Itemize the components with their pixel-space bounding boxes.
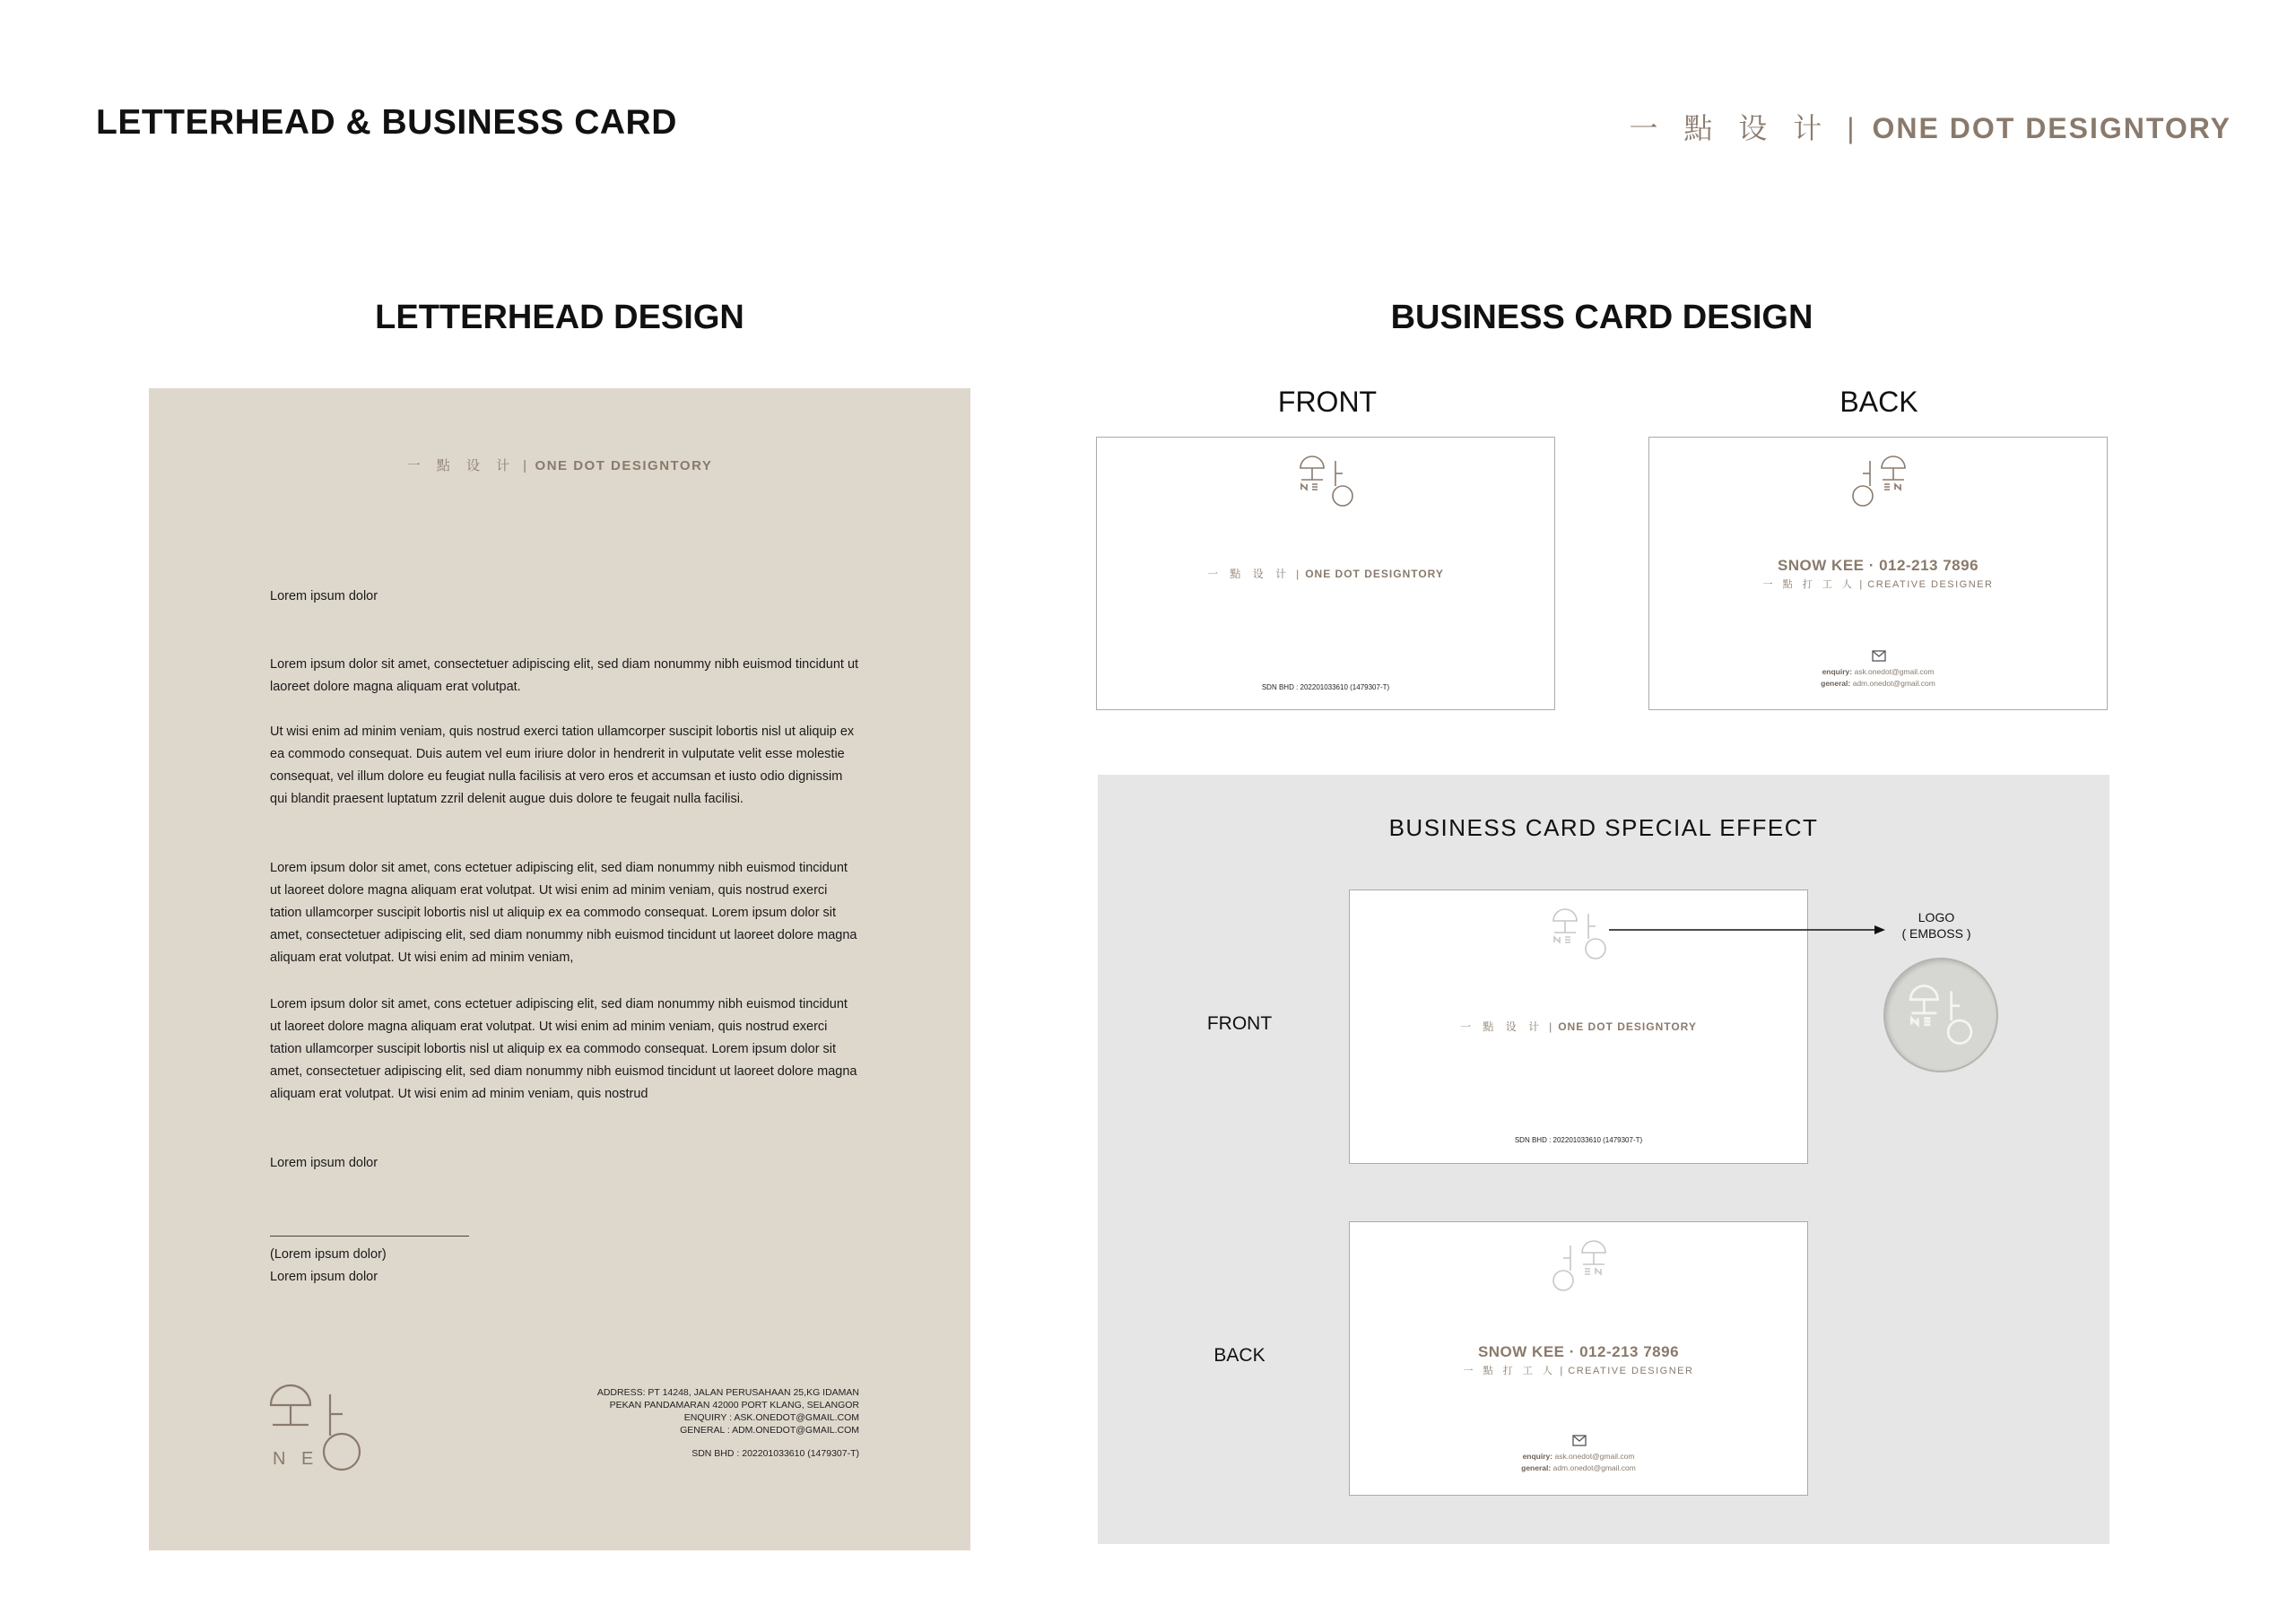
card-brand-en: ONE DOT DESIGNTORY (1305, 568, 1444, 580)
letterhead-sheet (149, 388, 970, 1550)
card-brand-separator: | (1549, 1020, 1553, 1033)
card-brand-cn: 一 點 设 计 (1207, 568, 1292, 580)
letterhead-closing: Lorem ipsum dolor (270, 1156, 378, 1170)
special-back-label: BACK (1213, 1345, 1265, 1366)
business-card-section-title: BUSINESS CARD DESIGN (1390, 299, 1813, 336)
embossed-logo-icon (1907, 983, 1975, 1046)
card-brand-separator: | (1296, 568, 1300, 580)
enquiry-email: ENQUIRY : ASK.ONEDOT@GMAIL.COM (683, 1412, 859, 1423)
card-general: general: adm.onedot@gmail.com (1521, 1463, 1636, 1472)
signer-name: (Lorem ipsum dolor) (270, 1247, 387, 1262)
emboss-note (1887, 909, 1986, 942)
embossed-logo-icon (1551, 1238, 1608, 1292)
card-role-en: CREATIVE DESIGNER (1867, 579, 1994, 590)
card-brand-line (1097, 566, 1554, 581)
letterhead-address-block (536, 1386, 859, 1460)
registration-number: SDN BHD : 202201033610 (1479307-T) (691, 1448, 859, 1459)
mail-icon (1565, 1433, 1594, 1451)
card-registration: SDN BHD : 202201033610 (1479307-T) (1261, 683, 1390, 691)
card-contact (1649, 666, 2107, 690)
embossed-logo-icon (1551, 907, 1608, 960)
special-front-label: FRONT (1206, 1013, 1273, 1034)
logo-letters: N E (273, 1449, 319, 1469)
card-person-name-phone: SNOW KEE · 012-213 7896 (1477, 1343, 1680, 1360)
card-role (1350, 1363, 1807, 1377)
card-role-en: CREATIVE DESIGNER (1568, 1366, 1694, 1376)
card-enquiry: enquiry: ask.onedot@gmail.com (1522, 1452, 1635, 1461)
one-dot-logo-icon (267, 1382, 364, 1471)
brand-en: ONE DOT DESIGNTORY (1872, 112, 2231, 144)
letterhead-paragraph: Ut wisi enim ad minim veniam, quis nostrud exerci tation ullamcorper suscipit lobortis nisl ut aliquip ex ea commodo consequat. Duis autem vel eum iriure dolor in hendrerit in vulputate velit esse molestie consequat, vel illum dolore eu feugiat nulla facilisis at vero eros et accumsan et iusto odio dignissim qui blandit praesent luptatum zzril delenit augue duis dolore te feugait nulla facilisi. (270, 725, 855, 806)
card-role (1649, 577, 2107, 591)
brand-header (1630, 106, 2231, 147)
letterhead-brand-cn: 一 點 设 计 (406, 458, 517, 473)
card-role-separator: | (1560, 1366, 1564, 1376)
special-effect-title: BUSINESS CARD SPECIAL EFFECT (1388, 814, 1819, 841)
card-front-label: FRONT (1277, 386, 1378, 418)
letterhead-paragraph: Lorem ipsum dolor sit amet, cons ectetuer adipiscing elit, sed diam nonummy nibh euismod tincidunt ut laoreet dolore magna aliquam erat volutpat. Ut wisi enim ad minim veniam, quis nostrud exerci tation ullamcorper suscipit lobortis nisl ut aliquip ex ea commodo consequat. Lorem ipsum dolor sit amet, consectetuer adipiscing elit, sed diam nonummy nibh euismod tincidunt ut laoreet dolore magna aliquam erat volutpat. Ut wisi enim ad minim veniam, quis nostrud (270, 997, 857, 1101)
card-person-name-phone: SNOW KEE · 012-213 7896 (1777, 557, 1979, 574)
mail-icon (1865, 648, 1893, 666)
general-email: GENERAL : ADM.ONEDOT@GMAIL.COM (680, 1425, 859, 1436)
letterhead-salutation: Lorem ipsum dolor (270, 589, 378, 603)
card-brand-line (1350, 1019, 1807, 1034)
address-line: PEKAN PANDAMARAN 42000 PORT KLANG, SELANGOR (609, 1400, 859, 1410)
page-title: LETTERHEAD & BUSINESS CARD (96, 103, 677, 142)
arrow-right-icon (1609, 923, 1887, 937)
letterhead-section-title: LETTERHEAD DESIGN (375, 299, 744, 336)
card-back-label: BACK (1839, 386, 1918, 418)
card-role-cn: 一 點 打 工 人 (1463, 1366, 1556, 1376)
card-role-cn: 一 點 打 工 人 (1762, 579, 1856, 590)
brand-separator: | (1847, 112, 1857, 144)
card-role-separator: | (1859, 579, 1864, 590)
special-effect-panel (1098, 775, 2109, 1544)
letterhead-brand-separator: | (523, 458, 528, 473)
emboss-preview (1883, 958, 1998, 1072)
business-card-front (1096, 437, 1555, 710)
letterhead-brand (149, 456, 970, 474)
card-general: general: adm.onedot@gmail.com (1821, 679, 1935, 688)
card-brand-cn: 一 點 设 计 (1460, 1020, 1544, 1033)
one-dot-logo-icon (1850, 454, 1908, 508)
brand-cn: 一 點 设 计 (1629, 112, 1831, 144)
emboss-note-line: ( EMBOSS ) (1901, 926, 1971, 941)
signer-role: Lorem ipsum dolor (270, 1270, 378, 1284)
card-contact (1350, 1451, 1807, 1474)
emboss-note-line: LOGO (1918, 910, 1955, 924)
address-line: ADDRESS: PT 14248, JALAN PERUSAHAAN 25,KG IDAMAN (596, 1387, 859, 1398)
letterhead-paragraph: Lorem ipsum dolor sit amet, cons ectetuer adipiscing elit, sed diam nonummy nibh euismod tincidunt ut laoreet dolore magna aliquam erat volutpat. Ut wisi enim ad minim veniam, quis nostrud exerci tation ullamcorper suscipit lobortis nisl ut aliquip ex ea commodo consequat. Lorem ipsum dolor sit amet, consectetuer adipiscing elit, sed diam nonummy nibh euismod tincidunt ut laoreet dolore magna aliquam erat volutpat. Ut wisi enim ad minim veniam, (270, 861, 857, 965)
letterhead-brand-en: ONE DOT DESIGNTORY (535, 458, 713, 473)
card-enquiry: enquiry: ask.onedot@gmail.com (1822, 667, 1935, 676)
letterhead-paragraph: Lorem ipsum dolor sit amet, consectetuer adipiscing elit, sed diam nonummy nibh euismod tincidunt ut laoreet dolore magna aliquam erat volutpat. (270, 657, 859, 694)
one-dot-logo-icon (1298, 454, 1355, 508)
business-card-back (1648, 437, 2108, 710)
signature-line (270, 1236, 469, 1237)
special-card-back (1349, 1221, 1808, 1496)
card-registration: SDN BHD : 202201033610 (1479307-T) (1514, 1136, 1643, 1144)
card-brand-en: ONE DOT DESIGNTORY (1558, 1020, 1697, 1033)
